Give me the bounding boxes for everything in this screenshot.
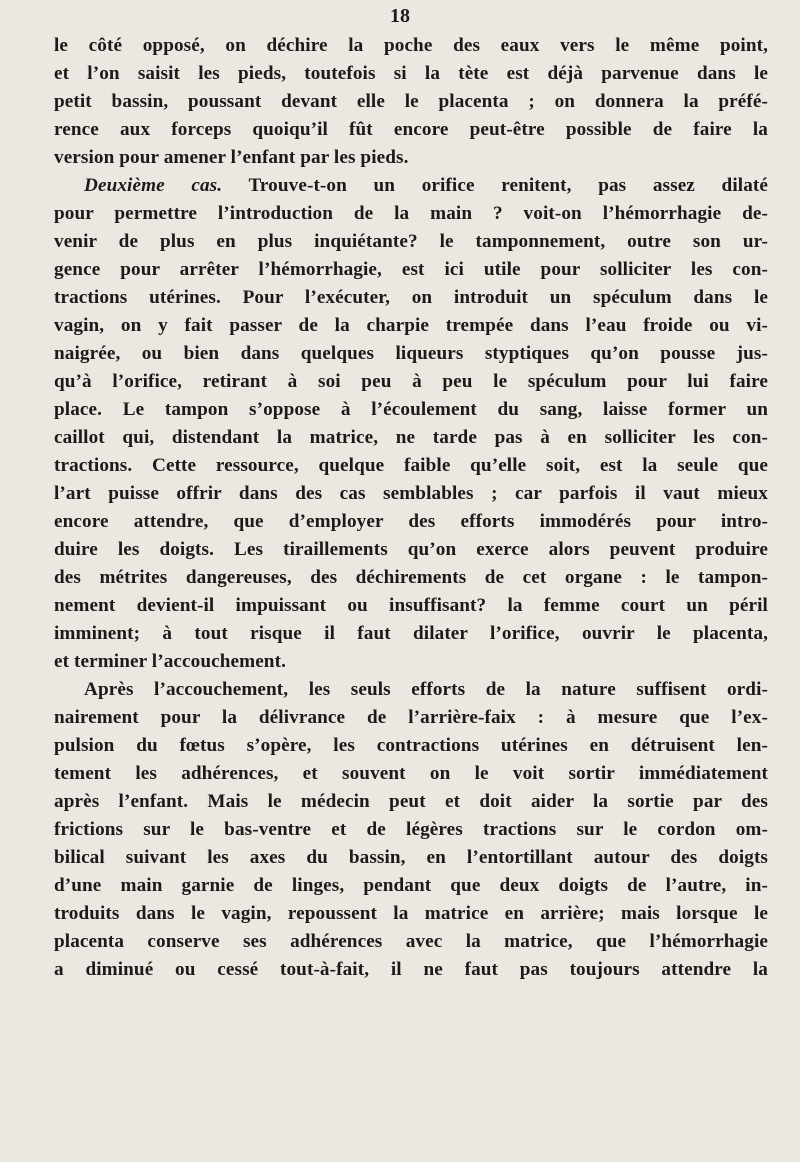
text-line: nairement pour la délivrance de l’arrière-faix : à mesure que l’ex- bbox=[54, 707, 768, 728]
text-line: et l’on saisit les pieds, toutefois si la tète est déjà parvenue dans le bbox=[54, 63, 768, 84]
text-line: venir de plus en plus inquiétante? le tamponnement, outre son ur- bbox=[54, 231, 768, 252]
text-line: naigrée, ou bien dans quelques liqueurs styptiques qu’on pousse jus- bbox=[54, 343, 768, 364]
paragraph-first-line: Après l’accouchement, les seuls efforts de la nature suffisent ordi- bbox=[84, 679, 768, 700]
text-line: place. Le tampon s’oppose à l’écoulement du sang, laisse former un bbox=[54, 399, 768, 420]
text-line: caillot qui, distendant la matrice, ne tarde pas à en solliciter les con- bbox=[54, 427, 768, 448]
text-line: des métrites dangereuses, des déchirements de cet organe : le tampon- bbox=[54, 567, 768, 588]
text-line: tractions utérines. Pour l’exécuter, on introduit un spéculum dans le bbox=[54, 287, 768, 308]
text-line: imminent; à tout risque il faut dilater l’orifice, ouvrir le placenta, bbox=[54, 623, 768, 644]
text-line: nement devient-il impuissant ou insuffisant? la femme court un péril bbox=[54, 595, 768, 616]
text-line: troduits dans le vagin, repoussent la matrice en arrière; mais lorsque le bbox=[54, 903, 768, 924]
case-heading: Deuxième cas. bbox=[84, 175, 223, 196]
text-line: placenta conserve ses adhérences avec la matrice, que l’hémorrhagie bbox=[54, 931, 768, 952]
page-number: 18 bbox=[390, 5, 410, 27]
text-line: tractions. Cette ressource, quelque faible qu’elle soit, est la seule que bbox=[54, 455, 768, 476]
text-line: après l’enfant. Mais le médecin peut et doit aider la sortie par des bbox=[54, 791, 768, 812]
text-line: d’une main garnie de linges, pendant que deux doigts de l’autre, in- bbox=[54, 875, 768, 896]
text-line: petit bassin, poussant devant elle le placenta ; on donnera la préfé- bbox=[54, 91, 768, 112]
text-line: rence aux forceps quoiqu’il fût encore peut-être possible de faire la bbox=[54, 119, 768, 140]
text-line: et terminer l’accouchement. bbox=[54, 651, 286, 672]
text-line: tement les adhérences, et souvent on le voit sortir immédiatement bbox=[54, 763, 768, 784]
text-fragment: Trouve-t-on un orifice renitent, pas assez dilaté bbox=[248, 175, 768, 196]
text-line: gence pour arrêter l’hémorrhagie, est ici utile pour solliciter les con- bbox=[54, 259, 768, 280]
text-line: bilical suivant les axes du bassin, en l’entortillant autour des doigts bbox=[54, 847, 768, 868]
text-line: le côté opposé, on déchire la poche des eaux vers le même point, bbox=[54, 35, 768, 56]
text-line: a diminué ou cessé tout-à-fait, il ne faut pas toujours attendre la bbox=[54, 959, 768, 980]
text-line: qu’à l’orifice, retirant à soi peu à peu le spéculum pour lui faire bbox=[54, 371, 768, 392]
text-line: frictions sur le bas-ventre et de légères tractions sur le cordon om- bbox=[54, 819, 768, 840]
text-line: pulsion du fœtus s’opère, les contractions utérines en détruisent len- bbox=[54, 735, 768, 756]
text-line: pour permettre l’introduction de la main ? voit-on l’hémorrhagie de- bbox=[54, 203, 768, 224]
paragraph-first-line bbox=[54, 172, 768, 200]
text-line: vagin, on y fait passer de la charpie trempée dans l’eau froide ou vi- bbox=[54, 315, 768, 336]
text-line: l’art puisse offrir dans des cas semblables ; car parfois il vaut mieux bbox=[54, 483, 768, 504]
text-line: encore attendre, que d’employer des efforts immodérés pour intro- bbox=[54, 511, 768, 532]
text-line: duire les doigts. Les tiraillements qu’on exerce alors peuvent produire bbox=[54, 539, 768, 560]
body-text bbox=[54, 32, 768, 984]
text-line: version pour amener l’enfant par les pieds. bbox=[54, 147, 409, 168]
